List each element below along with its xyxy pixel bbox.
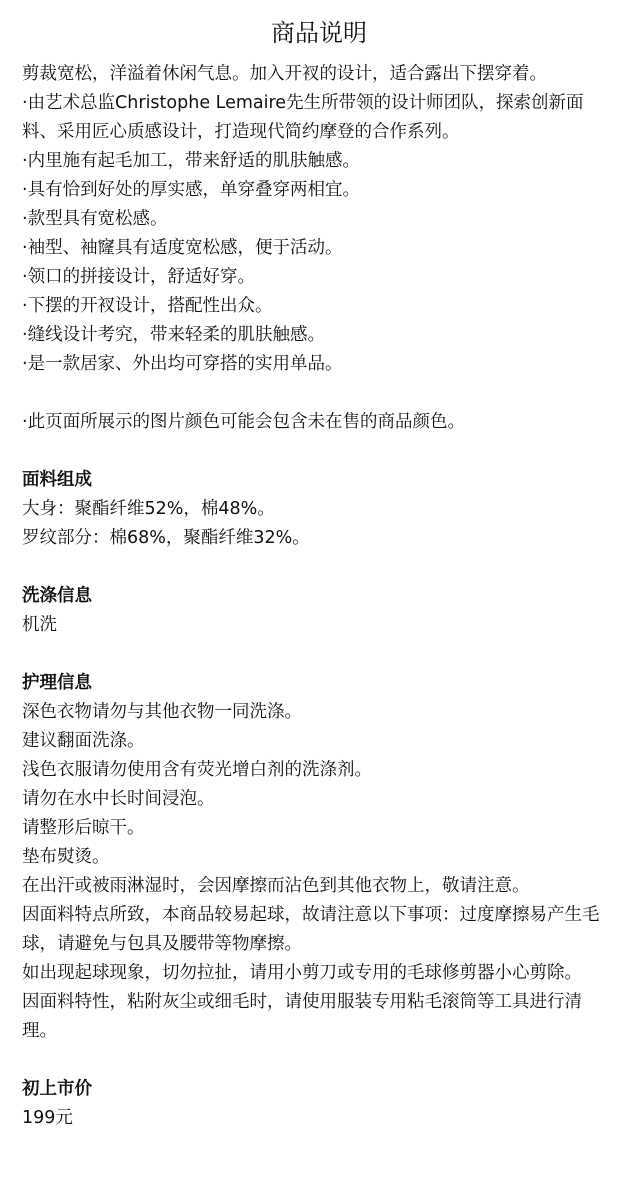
care-line: 请整形后晾干。 [22,818,145,838]
spacer [22,553,616,582]
bullet-item: ·是一款居家、外出均可穿搭的实用单品。 [22,354,343,374]
bullet-item: ·由艺术总监Christophe Lemaire先生所带领的设计师团队，探索创新面料、采用匠心质感设计，打造现代简约摩登的合作系列。 [22,93,584,142]
care-line: 垫布熨烫。 [22,847,110,867]
fabric-section [22,466,616,553]
care-line: 在出汗或被雨淋湿时，会因摩擦而沾色到其他衣物上，敬请注意。 [22,876,530,896]
fabric-line: 大身：聚酯纤维52%，棉48%。 [22,499,275,519]
washing-line: 机洗 [22,615,57,635]
care-line: 浅色衣服请勿使用含有荧光增白剂的洗涤剂。 [22,760,372,780]
price-value: 199元 [22,1108,73,1128]
bullet-item: ·缝线设计考究，带来轻柔的肌肤触感。 [22,325,326,345]
bullet-item: ·内里施有起毛加工，带来舒适的肌肤触感。 [22,151,361,171]
price-section [22,1075,616,1133]
washing-heading: 洗涤信息 [22,586,92,606]
bullet-item: ·领口的拼接设计，舒适好穿。 [22,267,256,287]
price-heading: 初上市价 [22,1079,92,1099]
bullet-item: ·袖型、袖窿具有适度宽松感，便于活动。 [22,238,343,258]
intro-section [22,60,616,437]
care-line: 请勿在水中长时间浸泡。 [22,789,215,809]
spacer [22,437,616,466]
bullet-item: ·款型具有宽松感。 [22,209,168,229]
spacer [22,1046,616,1075]
care-line: 建议翻面洗涤。 [22,731,145,751]
fabric-line: 罗纹部分：棉68%，聚酯纤维32%。 [22,528,310,548]
care-section [22,669,616,1046]
care-line: 深色衣物请勿与其他衣物一同洗涤。 [22,702,302,722]
spacer [22,379,616,408]
care-heading: 护理信息 [22,673,92,693]
intro-line: 剪裁宽松，洋溢着休闲气息。加入开衩的设计，适合露出下摆穿着。 [22,64,547,84]
bullet-item: ·下摆的开衩设计，搭配性出众。 [22,296,273,316]
color-note: ·此页面所展示的图片颜色可能会包含未在售的商品颜色。 [22,412,466,432]
fabric-heading: 面料组成 [22,470,92,490]
care-line: 因面料特性，粘附灰尘或细毛时，请使用服装专用粘毛滚筒等工具进行清理。 [22,992,582,1041]
page-title: 商品说明 [271,19,367,47]
bullet-item: ·具有恰到好处的厚实感，单穿叠穿两相宜。 [22,180,361,200]
spacer [22,640,616,669]
washing-section [22,582,616,640]
care-line: 因面料特点所致，本商品较易起球，故请注意以下事项：过度摩擦易产生毛球，请避免与包具及腰带等物摩擦。 [22,905,600,954]
care-line: 如出现起球现象，切勿拉扯，请用小剪刀或专用的毛球修剪器小心剪除。 [22,963,582,983]
